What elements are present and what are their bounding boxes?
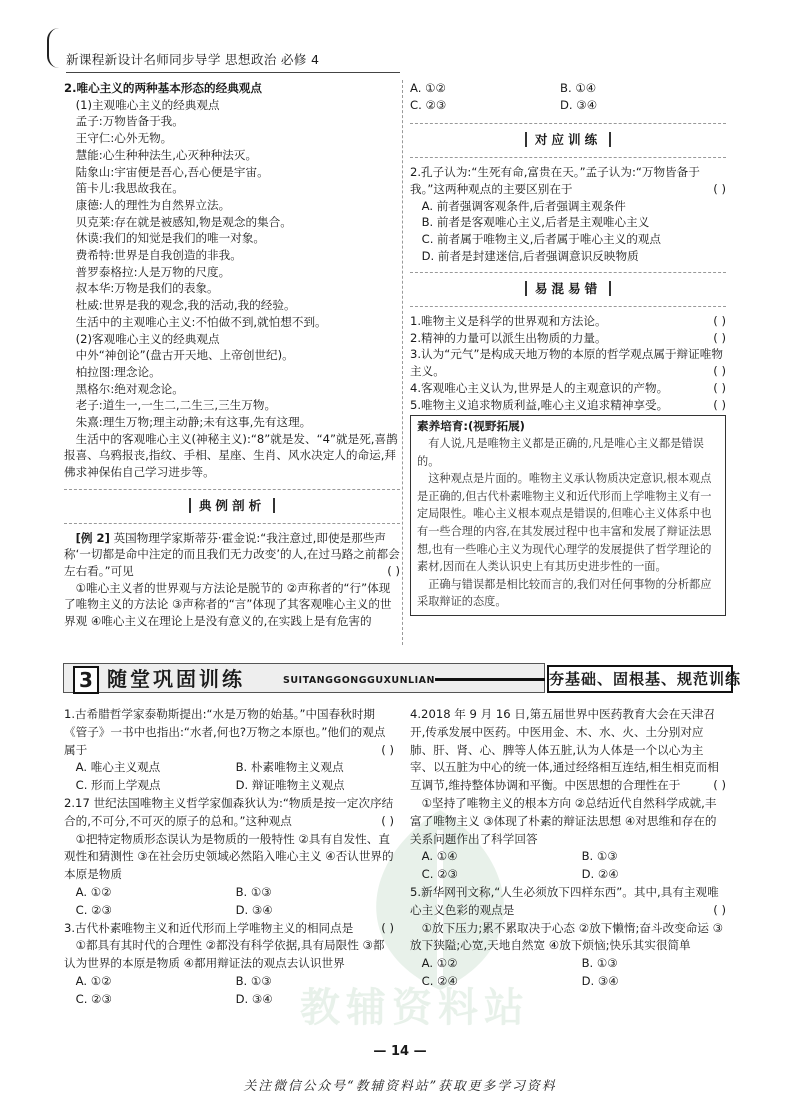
answer-paren: ( )	[713, 902, 726, 917]
text-line: 杜威:世界是我的观念,我的活动,我的经验。	[75, 298, 296, 313]
text-line: 中外“神创论”(盘古开天地、上帝创世纪)。	[75, 348, 294, 363]
divider	[410, 306, 726, 307]
option: A. ①②	[421, 956, 458, 971]
example-options: ①唯心主义者的世界观与方法论是脱节的 ②声称者的“行”体现了唯物主义的方法论 ③声称者的“言”体现了其客观唯心主义的世界观 ④唯心主义在理论上是没有意义的,在实践上是有危害的	[64, 580, 392, 629]
section-heading: 2.唯心主义的两种基本形态的经典观点	[64, 81, 262, 95]
option: B. ①③	[581, 849, 618, 864]
text-line: 朱熹:理生万物;理主动静;未有这事,先有这理。	[75, 415, 312, 430]
option: C. ②③	[421, 867, 458, 882]
question-items: ①都具有其时代的合理性 ②都没有科学依据,具有局限性 ③都认为世界的本原是物质 ④都用辩证法的观点去认识世界	[64, 938, 385, 971]
option: A. ①②	[75, 884, 112, 899]
running-header: 新课程新设计名师同步导学 思想政治 必修 4	[66, 52, 320, 67]
text-line: (2)客观唯心主义的经典观点	[75, 331, 220, 346]
question-items: ①放下压力;累不累取决于心态 ②放下懒惰;奋斗改变命运 ③放下狭隘;心宽,天地自然宽 ④放下烦恼;快乐其实很简单	[410, 920, 724, 953]
option: D. 辩证唯物主义观点	[235, 778, 345, 793]
bottom-right-column	[410, 706, 726, 991]
option: D. ③④	[235, 991, 273, 1006]
header-rule	[66, 72, 400, 73]
text-line: 费希特:世界是自我创造的非我。	[75, 248, 242, 263]
option: B. 前者是客观唯心主义,后者是主观唯心主义	[421, 215, 650, 230]
example-stem: 英国物理学家斯蒂芬·霍金说:“我注意过,即使是那些声称‘一切都是命中注定的而且我们无力改变’的人,在过马路之前都会左右看。”可见	[64, 530, 400, 578]
options-row	[410, 973, 726, 991]
watermark-text: 教辅资料站	[300, 985, 530, 1031]
option: B. 朴素唯物主义观点	[235, 760, 344, 775]
option: C. ②③	[75, 991, 112, 1006]
banner-title: 随堂巩固训练	[107, 667, 245, 691]
tf-item	[410, 313, 726, 330]
option: D. ②④	[581, 867, 619, 882]
banner-pinyin: SUITANGGONGGUXUNLIAN	[283, 675, 435, 686]
option: C. ②③	[75, 902, 112, 917]
box-paragraph: 有人说,凡是唯物主义都是正确的,凡是唯心主义都是错误的。	[417, 436, 704, 468]
question-items: ①把特定物质形态误认为是物质的一般特性 ②具有自发性、直观性和猜测性 ③在社会历史领域必然陷入唯心主义 ④否认世界的本原是物质	[64, 831, 394, 882]
text-line: 老子:道生一,一生二,二生三,三生万物。	[75, 398, 277, 413]
answer-paren: ( )	[713, 364, 726, 379]
option: D. 前者是封建迷信,后者强调意识反映物质	[421, 248, 639, 263]
answer-paren: ( )	[713, 778, 726, 793]
option: D. ③④	[581, 973, 619, 988]
answer-paren: ( )	[381, 742, 394, 757]
text-paragraph: 生活中的客观唯心主义(神秘主义):“8”就是发、“4”就是死,喜鹊报喜、乌鸦报丧,指纹、手相、星座、生肖、风水决定人的命运,拜佛求神保佑自己学习进步等。	[64, 431, 398, 480]
option: D. ③④	[560, 97, 598, 112]
options-row	[410, 97, 726, 114]
right-column	[410, 80, 726, 616]
box-paragraph: 正确与错误都是相比较而言的,我们对任何事物的分析都应采取辩证的态度。	[417, 577, 712, 609]
option: A. 前者强调客观条件,后者强调主观条件	[421, 198, 626, 213]
question-stem: 1.古希腊哲学家泰勒斯提出:“水是万物的始基。”中国春秋时期《管子》一书中也指出:“水者,何也?万物之本原也。”他们的观点属于	[64, 707, 386, 757]
text-line: 黑格尔:绝对观念论。	[75, 381, 184, 396]
tf-item	[410, 397, 726, 414]
option: A. ①④	[421, 849, 458, 864]
answer-paren: ( )	[381, 813, 394, 828]
options-row	[64, 902, 394, 920]
divider	[410, 157, 726, 158]
banner-rule	[435, 678, 545, 681]
option: C. 形而上学观点	[75, 778, 161, 793]
text-line: (1)主观唯心主义的经典观点	[75, 97, 220, 112]
banner-slogan: 夯基础、固根基、规范训练	[547, 665, 733, 693]
tf-item	[410, 330, 726, 347]
question-stem: 3.古代朴素唯物主义和近代形而上学唯物主义的相同点是	[64, 920, 354, 935]
example-label: [例 2]	[75, 530, 110, 545]
question-2	[410, 164, 726, 197]
text-line: 生活中的主观唯心主义:不怕做不到,就怕想不到。	[75, 314, 327, 329]
option: C. 前者属于唯物主义,后者属于唯心主义的观点	[421, 231, 662, 246]
options-row	[410, 955, 726, 973]
section-banner	[63, 663, 742, 693]
question-stem: 2.17 世纪法国唯物主义哲学家伽森狄认为:“物质是按一定次序结合的,不可分,不可灭的原子的总和。”这种观点	[64, 795, 394, 828]
options-row	[64, 884, 394, 902]
option: D. ③④	[235, 902, 273, 917]
answer-paren: ( )	[713, 380, 726, 395]
options-row	[410, 866, 726, 884]
option: B. ①③	[235, 884, 272, 899]
section-title-text: 对应训练	[525, 132, 611, 147]
text-line: 笛卡儿:我思故我在。	[75, 181, 184, 196]
options-row	[410, 848, 726, 866]
section-title-text: 易混易错	[525, 281, 611, 296]
question-stem: 2.孔子认为:“生死有命,富贵在天。”孟子认为:“万物皆备于我。”这两种观点的主要区别在于	[410, 165, 700, 196]
answer-paren: ( )	[381, 920, 394, 935]
options-row	[64, 991, 394, 1009]
example-question	[64, 530, 400, 580]
tf-text: 1.唯物主义是科学的世界观和方法论。	[410, 314, 607, 329]
tf-item	[410, 380, 726, 397]
option: B. ①③	[235, 973, 272, 988]
tf-item	[410, 346, 726, 379]
divider	[410, 272, 726, 273]
page-number: — 14 —	[373, 1044, 427, 1059]
text-line: 叔本华:万物是我们的表象。	[75, 281, 219, 296]
option: B. ①③	[581, 956, 618, 971]
question-4	[410, 706, 726, 795]
options-row	[64, 973, 394, 991]
question-stem: 5.新华网刊文称,“人生必须放下四样东西”。其中,具有主观唯心主义色彩的观点是	[410, 884, 719, 917]
tf-text: 2.精神的力量可以派生出物质的力量。	[410, 330, 607, 345]
text-line: 孟子:万物皆备于我。	[75, 114, 184, 129]
box-paragraph: 这种观点是片面的。唯物主义承认物质决定意识,根本观点是正确的,但古代朴素唯物主义和近代形而上学唯物主义有一定局限性。唯心主义根本观点是错误的,但唯心主义体系中也有一些合理的内容,在其发展过程中也丰富和发展了辩证法思想,也有一些唯心主义为现代心理学的发展提供了哲学理论的素材,因而在人类认识史上有其历史进步性的一面。	[417, 472, 712, 574]
divider	[410, 123, 726, 124]
section-title-yihun	[410, 281, 726, 298]
column-divider	[402, 80, 403, 645]
text-line: 普罗泰格拉:人是万物的尺度。	[75, 264, 231, 279]
question-stem: 4.2018 年 9 月 16 日,第五届世界中医药教育大会在天津召开,传承发展中医药。中医用金、木、水、火、土分别对应肺、肝、肾、心、脾等人体五脏,认为人体是一个以心为主宰、以五脏为中心的统一体,通过经络相互连结,相生相克而相互调节,维持整体协调和平衡。中医思想的合理性在于	[410, 707, 719, 793]
answer-paren: ( )	[713, 181, 726, 196]
answer-paren: ( )	[713, 330, 726, 345]
option: B. ①④	[560, 81, 597, 95]
divider	[64, 489, 400, 490]
question-1	[64, 706, 394, 759]
answer-paren: ( )	[387, 563, 400, 578]
divider	[64, 523, 400, 524]
option: A. ①②	[75, 973, 112, 988]
question-5	[410, 884, 726, 920]
tf-text: 5.唯物主义追求物质利益,唯心主义追求精神享受。	[410, 397, 669, 412]
box-title: 素养培育:(视野拓展)	[417, 419, 525, 434]
answer-paren: ( )	[713, 397, 726, 412]
section-title-duiying	[410, 132, 726, 149]
text-line: 王守仁:心外无物。	[75, 131, 173, 146]
section-title-text: 典例剖析	[189, 498, 275, 513]
banner-number: 3	[73, 666, 99, 694]
text-line: 慧能:心生种种法生,心灭种种法灭。	[75, 147, 258, 162]
options-row	[410, 80, 726, 97]
question-2	[64, 795, 394, 831]
option: C. ②④	[421, 973, 458, 988]
header-ornament	[47, 28, 63, 68]
bottom-left-column	[64, 706, 394, 1009]
left-column	[64, 80, 400, 630]
tf-text: 4.客观唯心主义认为,世界是人的主观意识的产物。	[410, 380, 669, 395]
options-row	[64, 759, 394, 777]
footer-note: 关注微信公众号“教辅资料站”获取更多学习资料	[243, 1079, 557, 1094]
tf-text: 3.认为“元气”是构成天地万物的本原的哲学观点属于辩证唯物主义。	[410, 347, 723, 379]
text-line: 贝克莱:存在就是被感知,物是观念的集合。	[75, 214, 292, 229]
option: C. ②③	[410, 97, 447, 112]
text-line: 休谟:我们的知觉是我们的唯一对象。	[75, 231, 266, 246]
question-items: ①坚持了唯物主义的根本方向 ②总结近代自然科学成就,丰富了唯物主义 ③体现了朴素的辩证法思想 ④对思维和存在的关系问题作出了科学回答	[410, 795, 717, 846]
option: A. ①②	[410, 81, 446, 95]
question-3	[64, 920, 394, 938]
answer-paren: ( )	[713, 314, 726, 329]
text-line: 康德:人的理性为自然界立法。	[75, 197, 231, 212]
options-row	[64, 777, 394, 795]
text-line: 柏拉图:理念论。	[75, 364, 161, 379]
section-title-dianli	[64, 498, 400, 515]
text-line: 陆象山:宇宙便是吾心,吾心便是宇宙。	[75, 164, 269, 179]
option: A. 唯心主义观点	[75, 760, 161, 775]
literacy-box	[410, 415, 726, 616]
